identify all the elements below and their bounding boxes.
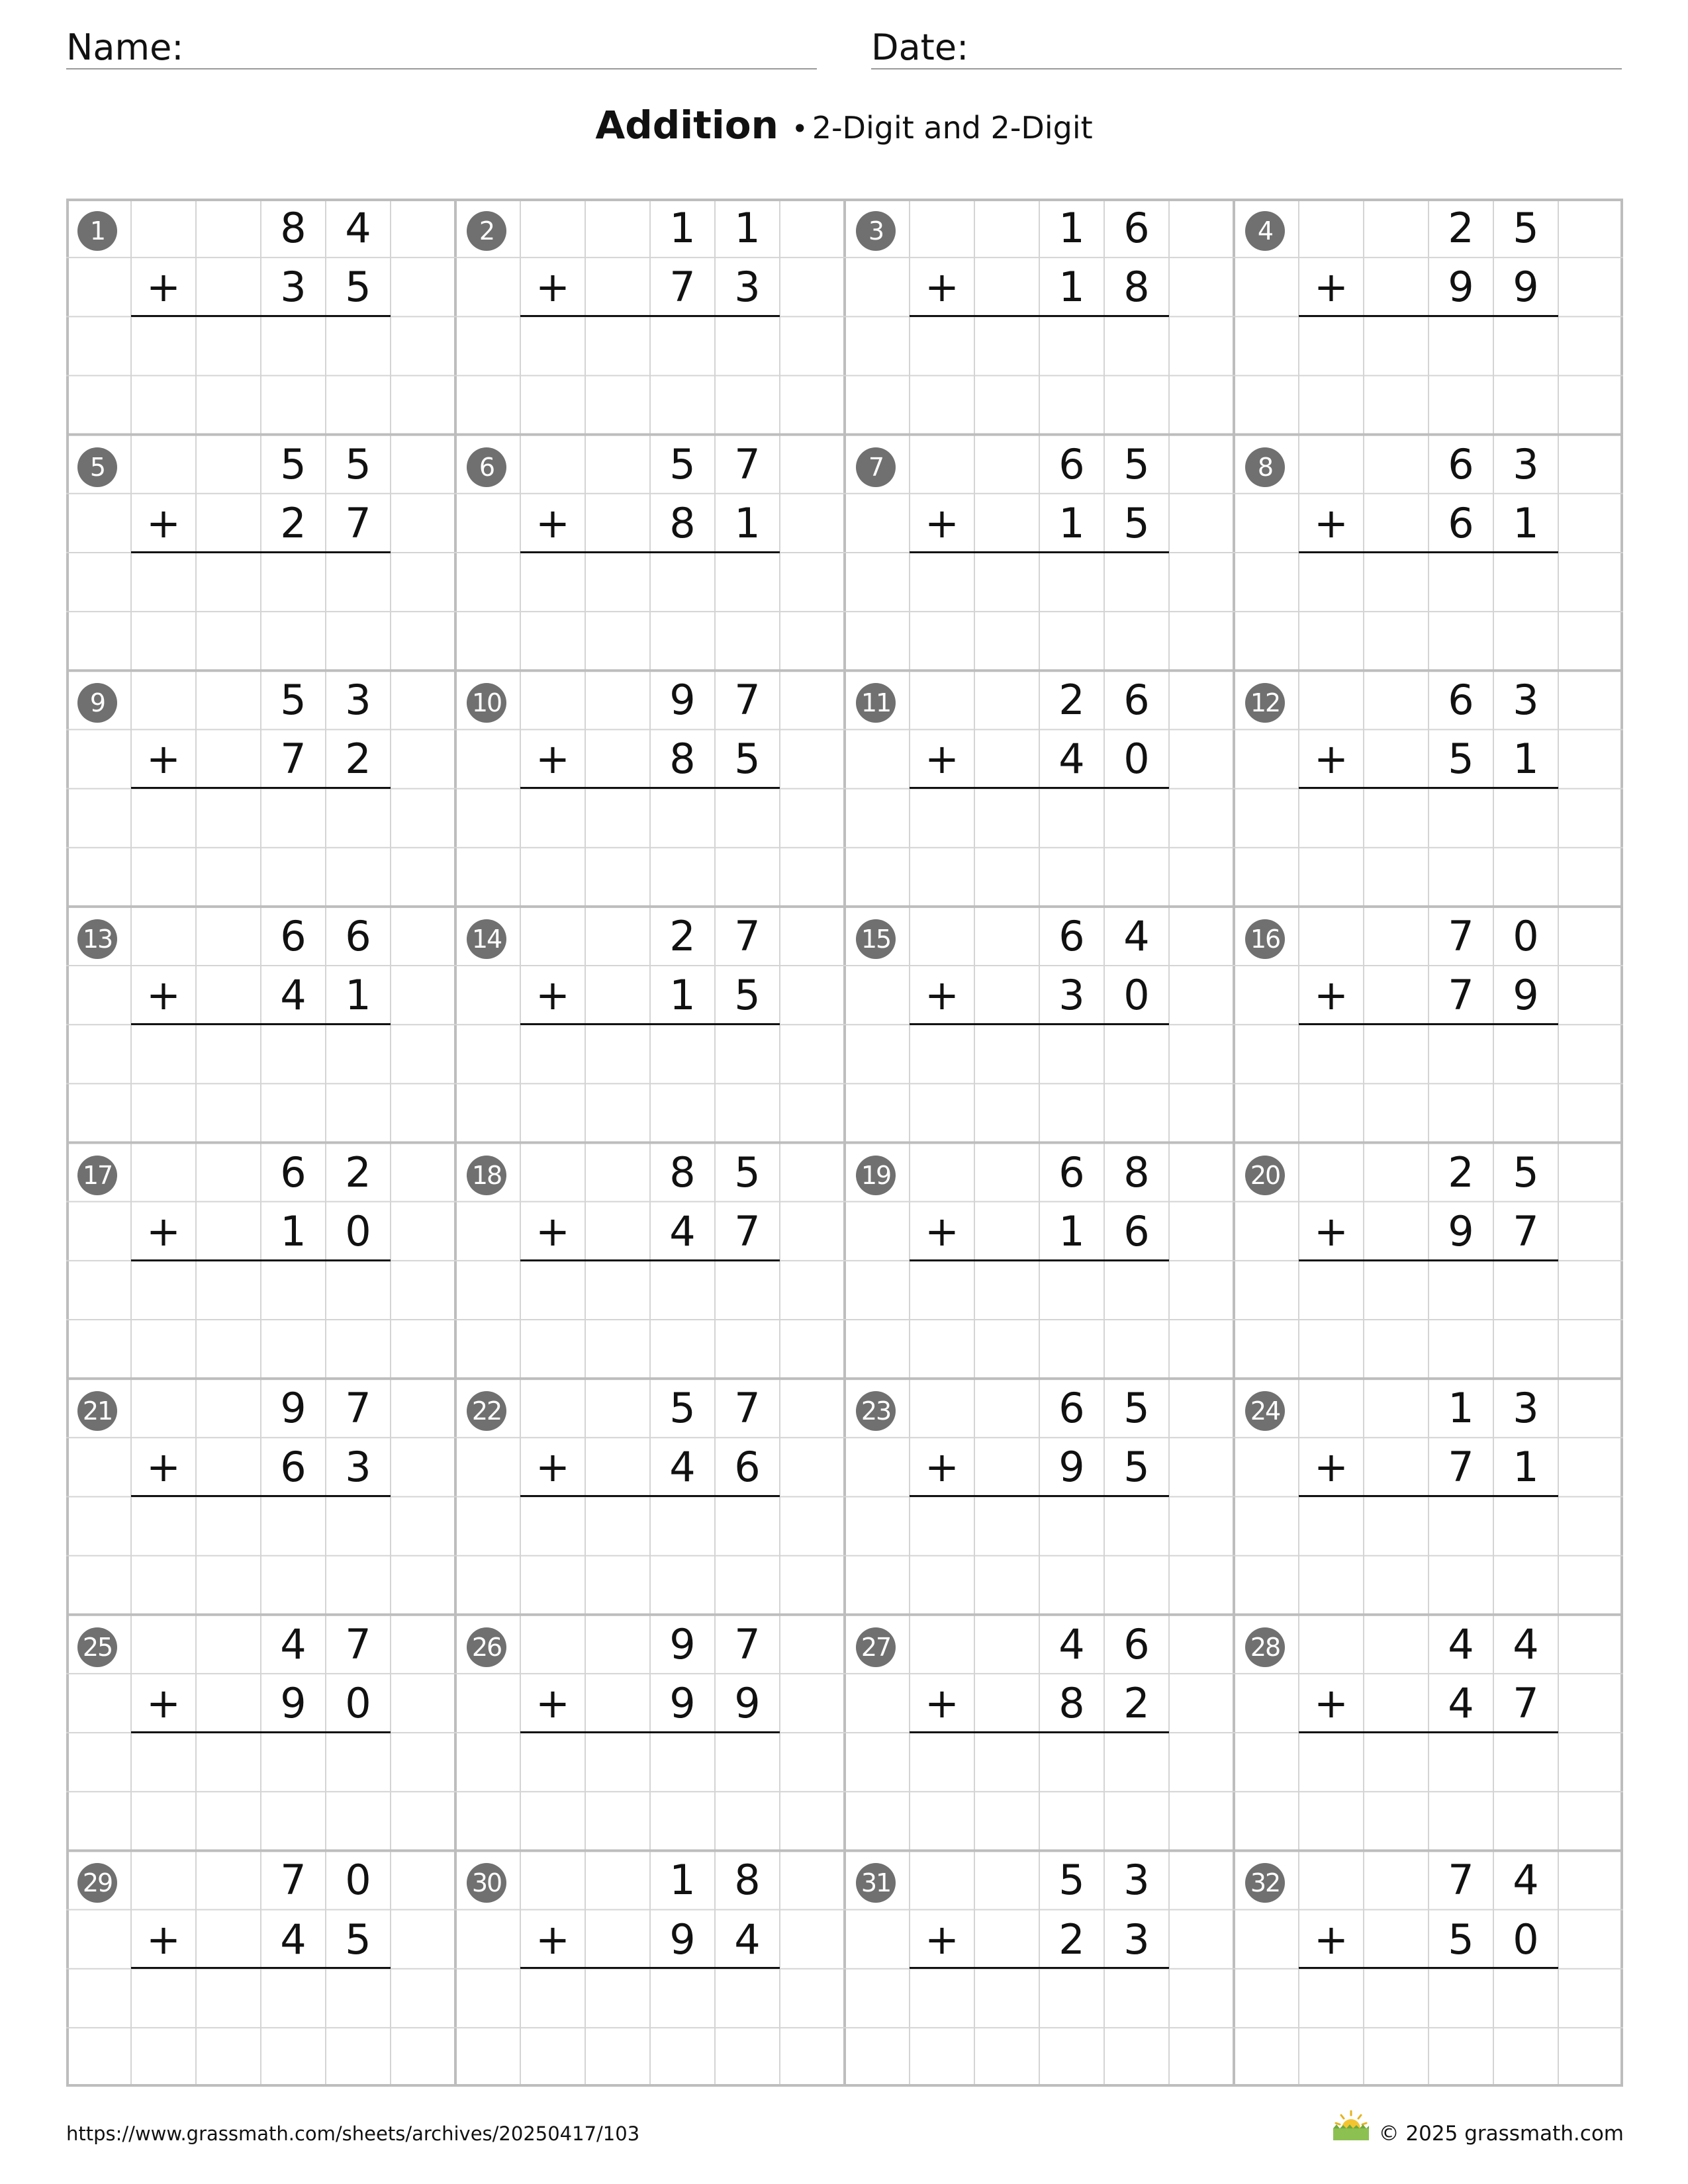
top-tens-digit: 6 (1058, 1148, 1085, 1197)
problem-number-badge: 8 (1245, 447, 1285, 487)
top-ones-digit: 2 (345, 1148, 371, 1197)
plus-sign: + (1314, 1206, 1348, 1255)
bottom-tens-digit: 8 (669, 735, 696, 784)
plus-sign: + (1314, 1915, 1348, 1964)
top-tens-digit: 5 (669, 1384, 696, 1433)
answer-line (910, 787, 1169, 789)
addition-problem-12 (1234, 670, 1623, 907)
addition-problem-5 (66, 435, 455, 671)
title-subtitle: 2-Digit and 2-Digit (812, 110, 1093, 146)
top-tens-digit: 9 (669, 1619, 696, 1668)
top-tens-digit: 5 (669, 439, 696, 488)
addition-problem-21 (66, 1379, 455, 1615)
top-ones-digit: 4 (1123, 911, 1150, 960)
plus-sign: + (146, 735, 181, 784)
bottom-ones-digit: 2 (1123, 1678, 1150, 1727)
answer-line (520, 1495, 780, 1497)
grass-sun-icon (1328, 2110, 1374, 2142)
answer-line (520, 1967, 780, 1969)
bottom-tens-digit: 4 (1448, 1678, 1474, 1727)
top-ones-digit: 7 (734, 439, 761, 488)
top-tens-digit: 7 (1448, 911, 1474, 960)
top-tens-digit: 6 (280, 1148, 306, 1197)
answer-line (131, 1495, 391, 1497)
answer-line (1299, 1495, 1558, 1497)
answer-line (131, 787, 391, 789)
top-ones-digit: 6 (1123, 676, 1150, 725)
footer-copyright: © 2025 grassmath.com (1378, 2122, 1624, 2146)
answer-line (520, 1731, 780, 1733)
bottom-tens-digit: 7 (669, 263, 696, 312)
bottom-tens-digit: 1 (1058, 1206, 1085, 1255)
answer-line (131, 1731, 391, 1733)
top-ones-digit: 8 (1123, 1148, 1150, 1197)
addition-problem-10 (455, 670, 845, 907)
bottom-tens-digit: 4 (669, 1206, 696, 1255)
answer-line (1299, 1259, 1558, 1261)
answer-line (520, 1023, 780, 1025)
answer-line (131, 315, 391, 317)
top-tens-digit: 5 (1058, 1856, 1085, 1905)
plus-sign: + (1314, 1678, 1348, 1727)
top-ones-digit: 5 (1123, 1384, 1150, 1433)
answer-line (1299, 1967, 1558, 1969)
problem-number-badge: 26 (467, 1627, 506, 1667)
bottom-tens-digit: 9 (280, 1678, 306, 1727)
bottom-tens-digit: 3 (1058, 971, 1085, 1020)
problem-number-badge: 24 (1245, 1391, 1285, 1431)
top-ones-digit: 1 (734, 204, 761, 252)
top-tens-digit: 6 (1058, 439, 1085, 488)
bottom-tens-digit: 4 (669, 1443, 696, 1492)
top-ones-digit: 3 (1123, 1856, 1150, 1905)
top-ones-digit: 7 (734, 1619, 761, 1668)
bottom-tens-digit: 8 (669, 498, 696, 547)
bottom-tens-digit: 5 (1448, 1915, 1474, 1964)
problem-grid (66, 199, 1623, 2087)
bottom-ones-digit: 7 (345, 498, 371, 547)
plus-sign: + (536, 1443, 570, 1492)
addition-problem-3 (845, 199, 1234, 435)
bottom-tens-digit: 2 (280, 498, 306, 547)
problem-number-badge: 3 (856, 211, 896, 251)
top-tens-digit: 8 (669, 1148, 696, 1197)
addition-problem-6 (455, 435, 845, 671)
bottom-ones-digit: 1 (1513, 735, 1539, 784)
answer-line (910, 315, 1169, 317)
top-ones-digit: 3 (1513, 1384, 1539, 1433)
problem-number-badge: 30 (467, 1863, 506, 1903)
top-tens-digit: 9 (669, 676, 696, 725)
addition-problem-31 (845, 1850, 1234, 2087)
top-ones-digit: 0 (1513, 911, 1539, 960)
bottom-ones-digit: 0 (1123, 971, 1150, 1020)
plus-sign: + (925, 1206, 959, 1255)
addition-problem-22 (455, 1379, 845, 1615)
top-ones-digit: 0 (345, 1856, 371, 1905)
top-tens-digit: 2 (1448, 204, 1474, 252)
bottom-tens-digit: 1 (1058, 498, 1085, 547)
answer-line (131, 1259, 391, 1261)
top-ones-digit: 5 (1123, 439, 1150, 488)
bottom-tens-digit: 9 (1448, 263, 1474, 312)
top-tens-digit: 5 (280, 676, 306, 725)
answer-line (910, 1495, 1169, 1497)
bottom-tens-digit: 8 (1058, 1678, 1085, 1727)
problem-number-badge: 9 (77, 683, 117, 723)
problem-number-badge: 21 (77, 1391, 117, 1431)
top-ones-digit: 5 (1513, 1148, 1539, 1197)
plus-sign: + (1314, 263, 1348, 312)
answer-line (910, 551, 1169, 553)
bottom-ones-digit: 0 (1123, 735, 1150, 784)
addition-problem-28 (1234, 1615, 1623, 1851)
top-ones-digit: 7 (734, 1384, 761, 1433)
answer-line (1299, 315, 1558, 317)
plus-sign: + (536, 263, 570, 312)
problem-number-badge: 12 (1245, 683, 1285, 723)
bottom-tens-digit: 9 (1058, 1443, 1085, 1492)
top-ones-digit: 3 (1513, 439, 1539, 488)
plus-sign: + (925, 263, 959, 312)
top-tens-digit: 1 (1448, 1384, 1474, 1433)
problem-number-badge: 32 (1245, 1863, 1285, 1903)
top-ones-digit: 8 (734, 1856, 761, 1905)
plus-sign: + (536, 1915, 570, 1964)
addition-problem-27 (845, 1615, 1234, 1851)
top-ones-digit: 7 (345, 1619, 371, 1668)
problem-number-badge: 28 (1245, 1627, 1285, 1667)
addition-problem-7 (845, 435, 1234, 671)
bottom-ones-digit: 7 (1513, 1678, 1539, 1727)
bottom-tens-digit: 1 (669, 971, 696, 1020)
answer-line (910, 1967, 1169, 1969)
bottom-ones-digit: 5 (1123, 1443, 1150, 1492)
top-ones-digit: 3 (1513, 676, 1539, 725)
bottom-ones-digit: 3 (345, 1443, 371, 1492)
top-tens-digit: 2 (669, 911, 696, 960)
bottom-ones-digit: 1 (734, 498, 761, 547)
problem-number-badge: 17 (77, 1156, 117, 1195)
bottom-ones-digit: 5 (345, 1915, 371, 1964)
addition-problem-32 (1234, 1850, 1623, 2087)
top-tens-digit: 4 (280, 1619, 306, 1668)
date-field[interactable] (871, 23, 1622, 69)
problem-number-badge: 13 (77, 919, 117, 959)
bottom-tens-digit: 7 (1448, 971, 1474, 1020)
problem-number-badge: 19 (856, 1156, 896, 1195)
top-ones-digit: 5 (345, 439, 371, 488)
problem-number-badge: 15 (856, 919, 896, 959)
bottom-ones-digit: 5 (734, 735, 761, 784)
bottom-ones-digit: 5 (1123, 498, 1150, 547)
bottom-ones-digit: 0 (345, 1206, 371, 1255)
answer-line (1299, 1731, 1558, 1733)
bottom-ones-digit: 2 (345, 735, 371, 784)
bottom-tens-digit: 5 (1448, 735, 1474, 784)
addition-problem-13 (66, 907, 455, 1143)
bottom-tens-digit: 4 (1058, 735, 1085, 784)
top-tens-digit: 6 (280, 911, 306, 960)
problem-number-badge: 29 (77, 1863, 117, 1903)
addition-problem-2 (455, 199, 845, 435)
bottom-tens-digit: 7 (1448, 1443, 1474, 1492)
bottom-ones-digit: 3 (734, 263, 761, 312)
plus-sign: + (1314, 735, 1348, 784)
plus-sign: + (146, 1443, 181, 1492)
top-tens-digit: 6 (1448, 439, 1474, 488)
plus-sign: + (146, 1915, 181, 1964)
problem-number-badge: 25 (77, 1627, 117, 1667)
problem-number-badge: 5 (77, 447, 117, 487)
bottom-tens-digit: 1 (1058, 263, 1085, 312)
plus-sign: + (536, 735, 570, 784)
title-main: Addition (595, 103, 778, 148)
problem-number-badge: 6 (467, 447, 506, 487)
answer-line (910, 1731, 1169, 1733)
plus-sign: + (536, 498, 570, 547)
bottom-ones-digit: 6 (1123, 1206, 1150, 1255)
addition-problem-1 (66, 199, 455, 435)
bottom-ones-digit: 0 (1513, 1915, 1539, 1964)
plus-sign: + (1314, 1443, 1348, 1492)
bottom-ones-digit: 1 (1513, 1443, 1539, 1492)
top-tens-digit: 2 (1058, 676, 1085, 725)
bottom-tens-digit: 3 (280, 263, 306, 312)
top-tens-digit: 6 (1448, 676, 1474, 725)
bottom-tens-digit: 4 (280, 971, 306, 1020)
top-tens-digit: 2 (1448, 1148, 1474, 1197)
problem-number-badge: 2 (467, 211, 506, 251)
top-tens-digit: 8 (280, 204, 306, 252)
bottom-ones-digit: 0 (345, 1678, 371, 1727)
plus-sign: + (925, 1915, 959, 1964)
problem-number-badge: 31 (856, 1863, 896, 1903)
problem-number-badge: 14 (467, 919, 506, 959)
top-ones-digit: 6 (1123, 1619, 1150, 1668)
bottom-tens-digit: 2 (1058, 1915, 1085, 1964)
bottom-ones-digit: 5 (734, 971, 761, 1020)
addition-problem-8 (1234, 435, 1623, 671)
top-ones-digit: 4 (1513, 1856, 1539, 1905)
worksheet-title (0, 103, 1688, 148)
bottom-ones-digit: 1 (1513, 498, 1539, 547)
bottom-ones-digit: 9 (734, 1678, 761, 1727)
bottom-ones-digit: 9 (1513, 971, 1539, 1020)
bottom-tens-digit: 4 (280, 1915, 306, 1964)
plus-sign: + (146, 498, 181, 547)
bottom-tens-digit: 6 (280, 1443, 306, 1492)
plus-sign: + (536, 1678, 570, 1727)
bottom-tens-digit: 1 (280, 1206, 306, 1255)
addition-problem-14 (455, 907, 845, 1143)
addition-problem-18 (455, 1143, 845, 1379)
plus-sign: + (536, 971, 570, 1020)
plus-sign: + (925, 735, 959, 784)
top-tens-digit: 9 (280, 1384, 306, 1433)
bottom-tens-digit: 9 (1448, 1206, 1474, 1255)
name-label: Name: (66, 26, 184, 68)
top-tens-digit: 6 (1058, 1384, 1085, 1433)
bottom-ones-digit: 1 (345, 971, 371, 1020)
footer-url: https://www.grassmath.com/sheets/archives/20250417/103 (66, 2122, 640, 2145)
answer-line (1299, 1023, 1558, 1025)
top-tens-digit: 5 (280, 439, 306, 488)
answer-line (131, 1023, 391, 1025)
problem-number-badge: 23 (856, 1391, 896, 1431)
answer-line (520, 315, 780, 317)
bottom-ones-digit: 4 (734, 1915, 761, 1964)
addition-problem-11 (845, 670, 1234, 907)
answer-line (520, 1259, 780, 1261)
addition-problem-17 (66, 1143, 455, 1379)
top-tens-digit: 1 (669, 204, 696, 252)
top-tens-digit: 7 (280, 1856, 306, 1905)
bottom-tens-digit: 7 (280, 735, 306, 784)
addition-problem-15 (845, 907, 1234, 1143)
answer-line (520, 787, 780, 789)
plus-sign: + (536, 1206, 570, 1255)
bottom-ones-digit: 3 (1123, 1915, 1150, 1964)
plus-sign: + (925, 971, 959, 1020)
top-ones-digit: 6 (345, 911, 371, 960)
problem-number-badge: 16 (1245, 919, 1285, 959)
plus-sign: + (925, 1443, 959, 1492)
problem-number-badge: 22 (467, 1391, 506, 1431)
top-ones-digit: 6 (1123, 204, 1150, 252)
plus-sign: + (1314, 498, 1348, 547)
bottom-ones-digit: 6 (734, 1443, 761, 1492)
answer-line (910, 1259, 1169, 1261)
problem-number-badge: 20 (1245, 1156, 1285, 1195)
top-tens-digit: 6 (1058, 911, 1085, 960)
bottom-ones-digit: 5 (345, 263, 371, 312)
addition-problem-23 (845, 1379, 1234, 1615)
bottom-ones-digit: 9 (1513, 263, 1539, 312)
plus-sign: + (925, 498, 959, 547)
name-field[interactable] (66, 23, 817, 69)
bottom-tens-digit: 9 (669, 1678, 696, 1727)
top-ones-digit: 5 (1513, 204, 1539, 252)
plus-sign: + (925, 1678, 959, 1727)
date-label: Date: (871, 26, 969, 68)
addition-problem-4 (1234, 199, 1623, 435)
bottom-ones-digit: 8 (1123, 263, 1150, 312)
bottom-tens-digit: 9 (669, 1915, 696, 1964)
addition-problem-19 (845, 1143, 1234, 1379)
answer-line (520, 551, 780, 553)
answer-line (131, 551, 391, 553)
top-ones-digit: 4 (345, 204, 371, 252)
top-tens-digit: 4 (1448, 1619, 1474, 1668)
addition-problem-16 (1234, 907, 1623, 1143)
addition-problem-20 (1234, 1143, 1623, 1379)
bottom-tens-digit: 6 (1448, 498, 1474, 547)
top-ones-digit: 7 (734, 911, 761, 960)
bottom-ones-digit: 7 (1513, 1206, 1539, 1255)
top-tens-digit: 1 (669, 1856, 696, 1905)
addition-problem-29 (66, 1850, 455, 2087)
answer-line (910, 1023, 1169, 1025)
answer-line (1299, 551, 1558, 553)
top-tens-digit: 7 (1448, 1856, 1474, 1905)
problem-number-badge: 10 (467, 683, 506, 723)
answer-line (131, 1967, 391, 1969)
addition-problem-30 (455, 1850, 845, 2087)
problem-number-badge: 11 (856, 683, 896, 723)
plus-sign: + (146, 1206, 181, 1255)
addition-problem-25 (66, 1615, 455, 1851)
top-ones-digit: 7 (345, 1384, 371, 1433)
plus-sign: + (146, 971, 181, 1020)
problem-number-badge: 18 (467, 1156, 506, 1195)
plus-sign: + (1314, 971, 1348, 1020)
top-tens-digit: 1 (1058, 204, 1085, 252)
bottom-ones-digit: 7 (734, 1206, 761, 1255)
addition-problem-26 (455, 1615, 845, 1851)
answer-line (1299, 787, 1558, 789)
addition-problem-24 (1234, 1379, 1623, 1615)
top-ones-digit: 7 (734, 676, 761, 725)
top-ones-digit: 3 (345, 676, 371, 725)
problem-number-badge: 27 (856, 1627, 896, 1667)
problem-number-badge: 7 (856, 447, 896, 487)
plus-sign: + (146, 1678, 181, 1727)
addition-problem-9 (66, 670, 455, 907)
top-tens-digit: 4 (1058, 1619, 1085, 1668)
plus-sign: + (146, 263, 181, 312)
title-separator: • (791, 113, 808, 145)
problem-number-badge: 4 (1245, 211, 1285, 251)
top-ones-digit: 4 (1513, 1619, 1539, 1668)
top-ones-digit: 5 (734, 1148, 761, 1197)
problem-number-badge: 1 (77, 211, 117, 251)
